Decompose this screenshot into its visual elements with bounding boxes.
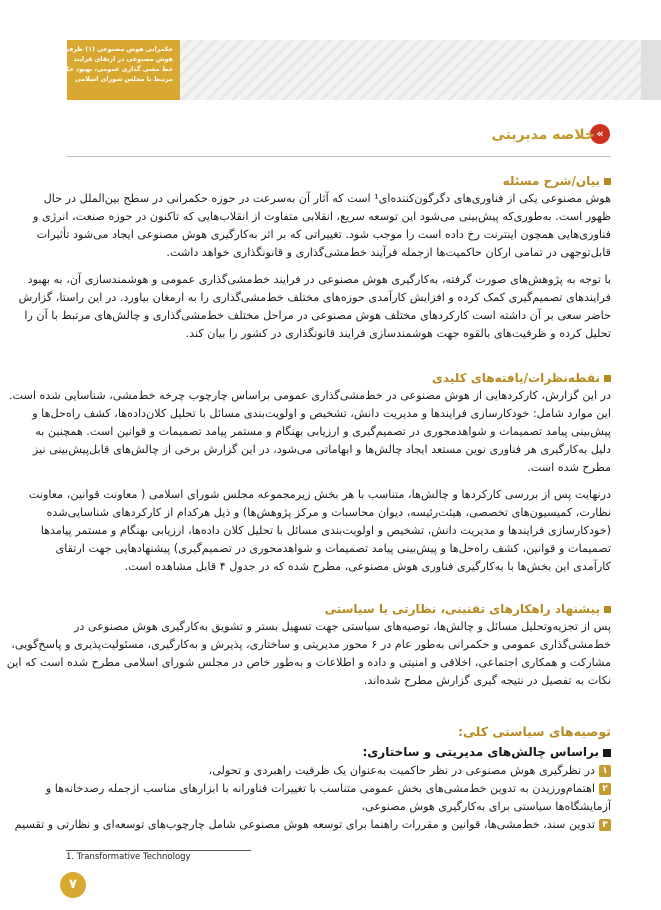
recommendations-subheading: براساس چالش‌های مدیریتی و ساختاری: [66, 742, 611, 762]
paragraph-line: مطرح شده است. [527, 461, 611, 474]
findings-section [8, 369, 611, 576]
issue-section [18, 172, 611, 343]
header-badge [45, 40, 180, 100]
item-number: ۲ [599, 783, 611, 795]
list-item: ۳تدوین سند، خط‌مشی‌ها، قوانین و مقررات راهنما برای توسعه هوش مصنوعی شامل چارچوب‌های توسعه‌ای و نظارتی و تقسیم [66, 816, 611, 834]
paragraph-line: این موارد شامل: خودکارسازی فرایندها و مدیریت دانش، تشخیص و اولویت‌بندی مسائل با تحلیل کلان‌داده‌ها، کشف راه‌حل‌ها و [32, 407, 611, 420]
list-item: ۲اهتمام‌ورزیدن به تدوین خط‌مشی‌های بخش عمومی متناسب با تغییرات فناورانه با ابزارهای مناسب ازجمله رصدخانه‌ها و [66, 780, 611, 798]
header-badge-line: حکمرانی هوش مصنوعی (۱) ظرفیت های [45, 46, 173, 53]
paragraph-line: پیش‌بینی پیامد تصمیمات و شواهدمحوری در تصمیم‌گیری و ارزیابی بهنگام و مستمر پیامد تصمیمات و قوانین است. همچنین به [35, 425, 611, 438]
recommendations-section [14, 722, 611, 834]
section-title: خلاصه مدیریتی [491, 127, 595, 143]
paragraph-line: نظارت، کمیسیون‌های تخصصی، هیئت‌رئیسه، دیوان محاسبات و مرکز پژوهش‌ها) و ذیل هرکدام از کارکردهای شناسایی‌شده [46, 506, 611, 519]
paragraph-line: فناوری‌هایی همچون اینترنت رخ داده است را موجب شود. تغییراتی که بر اثر به‌کارگیری هوش مصنوعی ایجاد می‌شود تأثیرات [36, 228, 611, 241]
paragraph-line: (خودکارسازی فرایندها و مدیریت دانش، تشخیص و اولویت‌بندی مسائل با تحلیل کلان داده‌ها، ارزیابی بهنگام و مستمر پیامدها [40, 524, 611, 537]
section-divider [66, 156, 611, 157]
bullet-square-icon [604, 375, 611, 382]
paragraph-line: کارآمدی این بخش‌ها با به‌کارگیری فناوری هوش مصنوعی، مطرح شده که در جدول ۴ قابل مشاهده است. [124, 560, 611, 573]
header-badge-line: هوش مصنوعی در ارتقای فرایند [73, 56, 173, 63]
header-edge [641, 40, 661, 100]
paragraph-line: تصمیمات و قوانین، کشف راه‌حل‌ها و پیش‌بینی پیامد تصمیمات و شواهدمحوری در تصمیم‌گیری) پیشنهادهایی جهت ارتقای [55, 542, 611, 555]
paragraph-line: فرایندهای تصمیم‌گیری کمک کرده و افزایش کارآمدی حوزه‌های مختلف خط‌مشی‌گذاری را به ارمغان بیاورد. در این راستا، گزارش [18, 291, 611, 304]
paragraph-line: مشارکت و همکاری اجتماعی، اخلاقی و امنیتی و داده و اطلاعات و به‌طور خاص در مجلس شورای اسلامی مطرح شده است که این [6, 656, 611, 669]
paragraph-line: حاضر سعی بر آن داشته است کارکردهای مختلف هوش مصنوعی در مراحل مختلف خط‌مشی‌گذاری و چالش‌های مرتبط با آن را [24, 309, 611, 322]
item-number: ۱ [599, 765, 611, 777]
paragraph-line: ظهور است. به‌طوری‌که پیش‌بینی می‌شود این توسعه سریع، انقلابی متفاوت از انقلاب‌هایی که تاکنون در حوزه صنعت، انرژی و [32, 210, 611, 223]
list-item-continuation: آزمایشگاه‌ها سیاستی برای به‌کارگیری هوش مصنوعی، [361, 800, 611, 813]
paragraph-line: قابل‌توجهی در تمامی ارکان حاکمیت‌ها ازجمله فرآیند خط‌مشی‌گذاری و قانونگذاری خواهد داشت. [166, 246, 611, 259]
page-number: ۷ [60, 872, 86, 898]
header-badge-line: خط مشی گذاری عمومی، بهبود حکمرانی [46, 66, 173, 73]
paragraph-line: درنهایت پس از بررسی کارکردها و چالش‌ها، متناسب با هر بخش زیرمجموعه مجلس شورای اسلامی ( معاونت قوانین، معاونت [28, 488, 611, 501]
issue-heading: بیان/شرح مسئله [66, 172, 611, 190]
proposals-section [6, 600, 611, 690]
bullet-square-icon [603, 749, 611, 757]
item-number: ۳ [599, 819, 611, 831]
bullet-square-icon [604, 606, 611, 613]
paragraph-line: هوش مصنوعی یکی از فناوری‌های دگرگون‌کننده‌ای¹ است که آثار آن به‌سرعت در حوزه حکمرانی در سطح بین‌الملل در حال [43, 192, 611, 205]
header-stripes [180, 40, 641, 100]
header-badge-line: مرتبط با مجلس شورای اسلامی [75, 76, 173, 83]
paragraph-line: تحلیل کرده و ظرفیت‌های بالقوه جهت هوشمندسازی فرایند قانونگذاری در کشور را بیان کند. [185, 327, 611, 340]
paragraph-line: خط‌مشی‌گذاری عمومی و حکمرانی به‌طور عام در ۶ محور مدیریتی و ساختاری، پذیرش و به‌کارگیری، مسئولیت‌پذیری و پاسخ‌گویی، [11, 638, 611, 651]
footnote: 1. Transformative Technology [66, 852, 191, 862]
findings-heading: نقطه‌نظرات/یافته‌های کلیدی [66, 369, 611, 387]
footnote-divider [66, 850, 251, 851]
double-chevron-left-icon: « [590, 124, 610, 144]
paragraph-line: با توجه به پژوهش‌های صورت گرفته، به‌کارگیری هوش مصنوعی در فرایند خط‌مشی‌گذاری عمومی و هوشمندسازی آن، به بهبود [27, 273, 611, 286]
bullet-square-icon [604, 178, 611, 185]
paragraph-line: پس از تجزیه‌وتحلیل مسائل و چالش‌ها، توصیه‌های سیاستی جهت تسهیل بستر و تشویق به‌کارگیری هوش مصنوعی در [73, 620, 611, 633]
paragraph-line: در این گزارش، کارکردهایی از هوش مصنوعی در خط‌مشی‌گذاری عمومی براساس چارچوب چرخه خط‌مشی، شناسایی شده است. [8, 389, 611, 402]
paragraph-line: دلیل به‌کارگیری هر فناوری نوین مستعد ایجاد چالش‌ها و ابهاماتی می‌شود، در این گزارش برخی از چالش‌های قابل‌پیش‌بینی نیز [32, 443, 611, 456]
list-item: ۱در نظرگیری هوش مصنوعی در نظر حاکمیت به‌عنوان یک ظرفیت راهبردی و تحولی، [66, 762, 611, 780]
recommendations-heading: توصیه‌های سیاستی کلی: [458, 724, 611, 739]
proposals-heading: پیشنهاد راهکارهای تقنینی، نظارتی یا سیاستی [66, 600, 611, 618]
paragraph-line: نکات به تفصیل در نتیجه گیری گزارش مطرح شده‌اند. [363, 674, 611, 687]
